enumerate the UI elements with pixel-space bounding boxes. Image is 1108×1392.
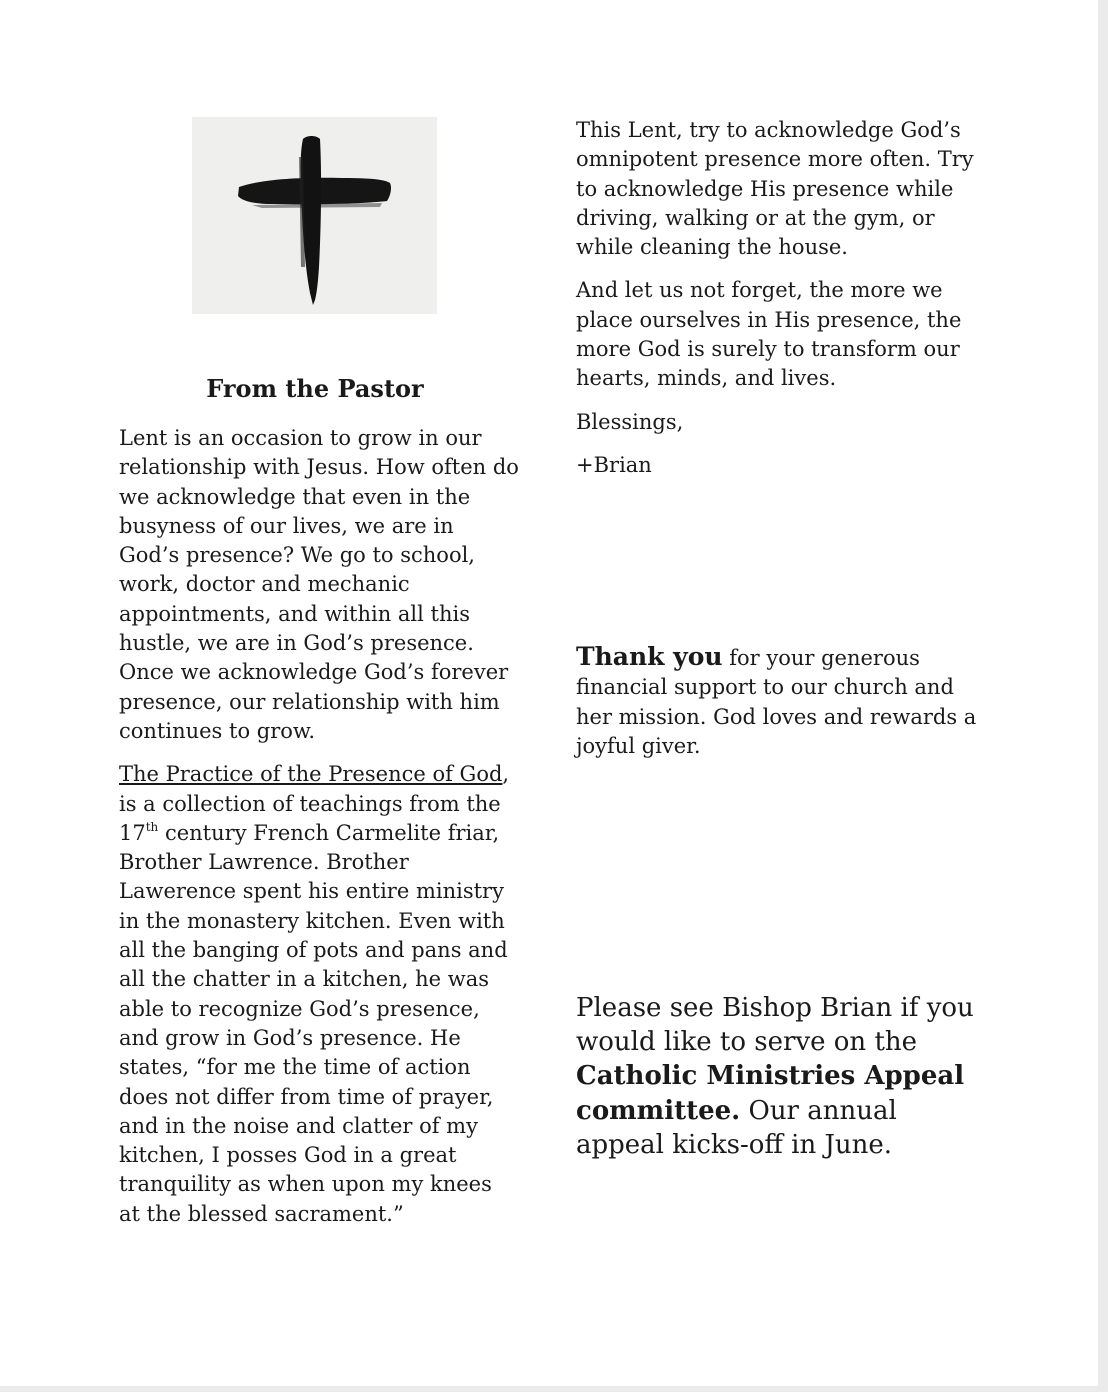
appeal-text-b: Our annual appeal kicks-off in June.	[576, 1095, 897, 1160]
pastor-letter-left	[119, 424, 519, 1243]
paragraph: And let us not forget, the more we place ourselves in His presence, the more God is surely to transform our hearts, minds, and lives.	[576, 278, 962, 391]
ordinal-suffix: th	[145, 819, 159, 834]
right-column	[576, 116, 986, 1160]
closing: Blessings,	[576, 409, 684, 434]
pastor-letter-right	[576, 116, 986, 480]
book-title: The Practice of the Presence of God	[119, 762, 503, 787]
thank-you-heading: Thank you	[576, 642, 723, 671]
signature: +Brian	[576, 452, 652, 477]
cross-image	[192, 117, 437, 314]
appeal-text-a: Please see Bishop Brian if you would like to serve on the	[576, 993, 974, 1058]
appeal-notice	[576, 991, 986, 1162]
ash-cross-icon	[192, 117, 437, 314]
paragraph: Lent is an occasion to grow in our relationship with Jesus. How often do we acknowledge that even in the busyness of our lives, we are in God’s presence? We go to school, work, doctor and mechanic appointments, and within all this hustle, we are in God’s presence. Once we acknowledge God’s forever presence, our relationship with him continues to grow.	[119, 426, 519, 743]
paragraph-book	[119, 760, 519, 1229]
paragraph: This Lent, try to acknowledge God’s omnipotent presence more often. Try to acknowledge His presence while driving, walking or at the gym, or while cleaning the house.	[576, 118, 974, 260]
appeal-committee: Catholic Ministries Appeal committee.	[576, 1061, 965, 1126]
book-text-a: , is a collection of teachings from the 17	[119, 762, 510, 845]
book-text-b: century French Carmelite friar, Brother Lawrence. Brother Lawerence spent his entire ministry in the monastery kitchen. Even with all the banging of pots and pans and all the chatter in a kitchen, he was able to recognize God’s presence, and grow in God’s presence. He states, “for me the time of action does not differ from time of prayer, and in the noise and clatter of my kitchen, I posses God in a great tranquility as when upon my knees at the blessed sacrament.”	[119, 820, 508, 1226]
thank-you-note	[576, 642, 986, 761]
thank-you-text: for your generous financial support to our church and her mission. God loves and rewards a joyful giver.	[576, 646, 977, 758]
page-title: From the Pastor	[206, 374, 424, 403]
